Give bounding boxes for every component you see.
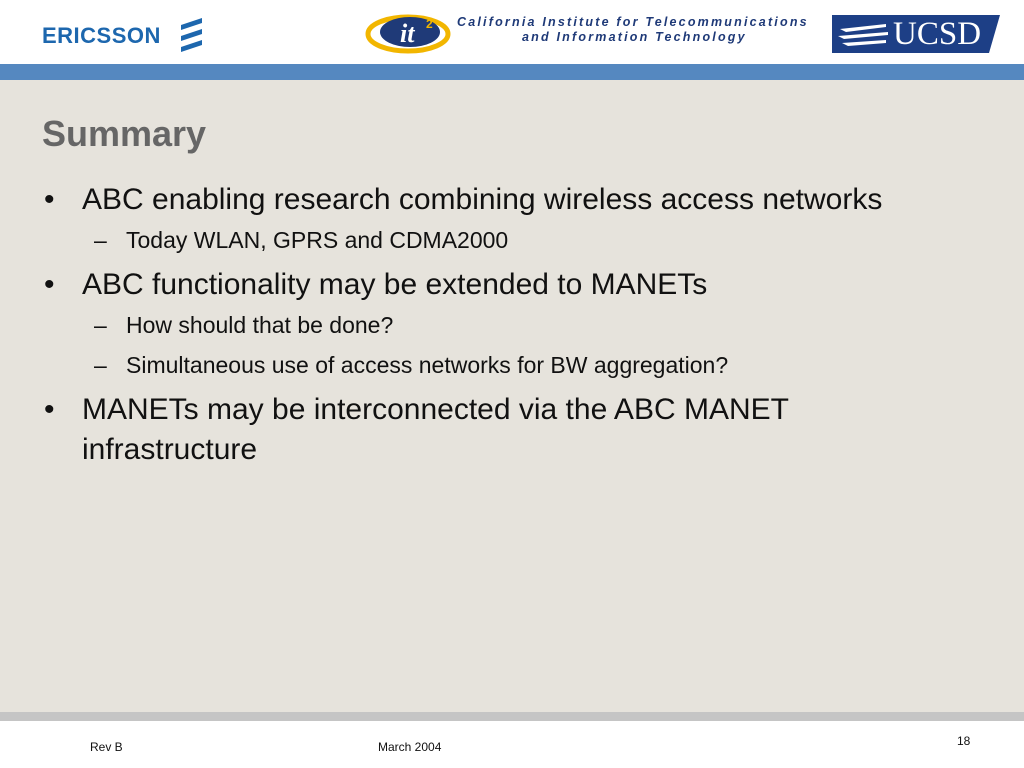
sub-bullet-text: Simultaneous use of access networks for BW aggregation? — [126, 352, 729, 378]
sub-bullet-text: Today WLAN, GPRS and CDMA2000 — [126, 227, 509, 253]
bullet-text: ABC functionality may be extended to MANETs — [82, 268, 708, 301]
slide-title: Summary — [42, 113, 207, 154]
ericsson-mark-icon — [178, 16, 206, 52]
footer-divider — [0, 712, 1024, 721]
ucsd-logo — [832, 15, 1015, 53]
footer-date: March 2004 — [378, 740, 442, 754]
ucsd-logo-text: UCSD — [893, 16, 982, 52]
bullet-text: MANETs may be interconnected via the ABC MANET infrastructure — [82, 393, 789, 466]
bullet-item — [44, 390, 944, 470]
header-accent-bar — [0, 64, 1024, 80]
sub-bullet-item — [44, 309, 944, 341]
bullet-dot-icon: • — [44, 183, 55, 216]
bullet-dot-icon: • — [44, 268, 55, 301]
sub-bullet-item — [44, 224, 944, 256]
calit2-logo-text: it — [400, 19, 415, 48]
sub-bullet-item — [44, 349, 944, 381]
calit2-logo — [364, 10, 824, 56]
bullet-dot-icon: • — [44, 393, 55, 426]
page-number: 18 — [957, 734, 971, 748]
calit2-swoosh-icon — [364, 10, 456, 56]
dash-icon: – — [94, 352, 107, 378]
slide-footer — [0, 721, 1024, 768]
bullet-list — [44, 180, 944, 474]
calit2-name-line1: California Institute for Telecommunications — [457, 15, 809, 29]
dash-icon: – — [94, 312, 107, 338]
bullet-text: ABC enabling research combining wireless access networks — [82, 183, 883, 216]
calit2-name-line2: and Information Technology — [522, 30, 747, 44]
bullet-item — [44, 180, 944, 220]
footer-revision: Rev B — [90, 740, 123, 754]
slide-header — [0, 0, 1024, 64]
bullet-item — [44, 265, 944, 305]
ericsson-logo-text: ERICSSON — [42, 23, 161, 48]
sub-bullet-text: How should that be done? — [126, 312, 394, 338]
dash-icon: – — [94, 227, 107, 253]
calit2-logo-sup: 2 — [426, 17, 433, 31]
